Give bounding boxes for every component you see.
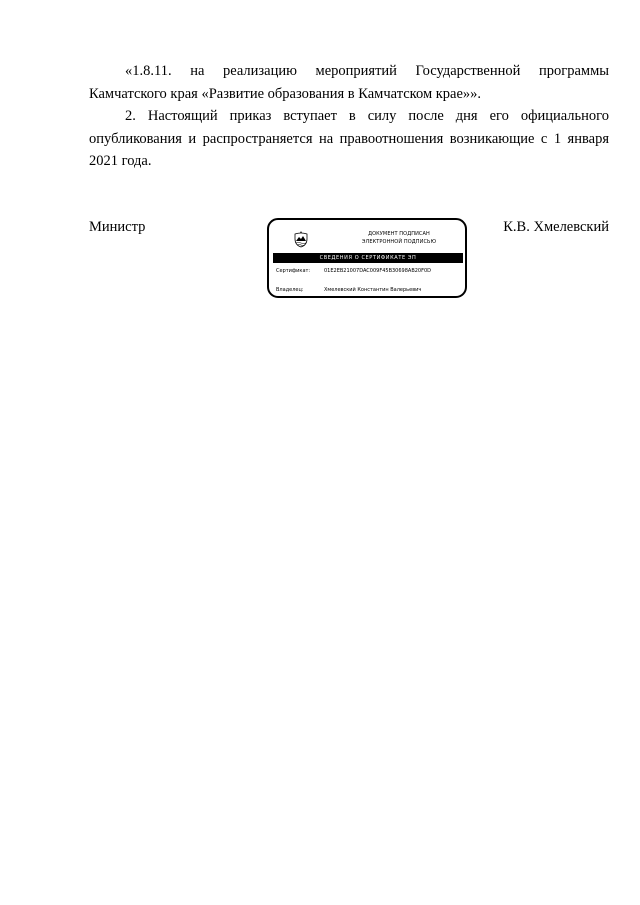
stamp-certificate-row — [276, 268, 466, 275]
stamp-header-line-1: ДОКУМЕНТ ПОДПИСАН — [368, 231, 430, 237]
certificate-value: 01E2EB21007DAC009F45B30698AB20F0D — [324, 268, 432, 274]
owner-value: Хмелевский Константин Валерьевич — [324, 287, 422, 293]
signatory-name: К.В. Хмелевский — [503, 219, 609, 235]
owner-label: Владелец: — [276, 287, 304, 293]
coat-of-arms-icon — [293, 230, 309, 248]
stamp-certificate-bar: СВЕДЕНИЯ О СЕРТИФИКАТЕ ЭП — [273, 253, 463, 263]
paragraph-1: «1.8.11. на реализацию мероприятий Государственной программы Камчатского края «Развитие образования в Камчатском крае»». — [89, 63, 609, 102]
stamp-header-line-2: ЭЛЕКТРОННОЙ ПОДПИСЬЮ — [361, 239, 437, 245]
paragraph-2: 2. Настоящий приказ вступает в силу после дня его официального опубликования и распространяется на правоотношения возникающие с 1 января 2021 года. — [89, 108, 609, 169]
electronic-signature-stamp — [267, 218, 467, 298]
signature-position: Министр — [89, 219, 146, 235]
stamp-header — [329, 230, 467, 246]
certificate-label: Сертификат: — [276, 268, 311, 274]
stamp-owner-row — [276, 287, 466, 294]
document-body — [89, 60, 609, 173]
